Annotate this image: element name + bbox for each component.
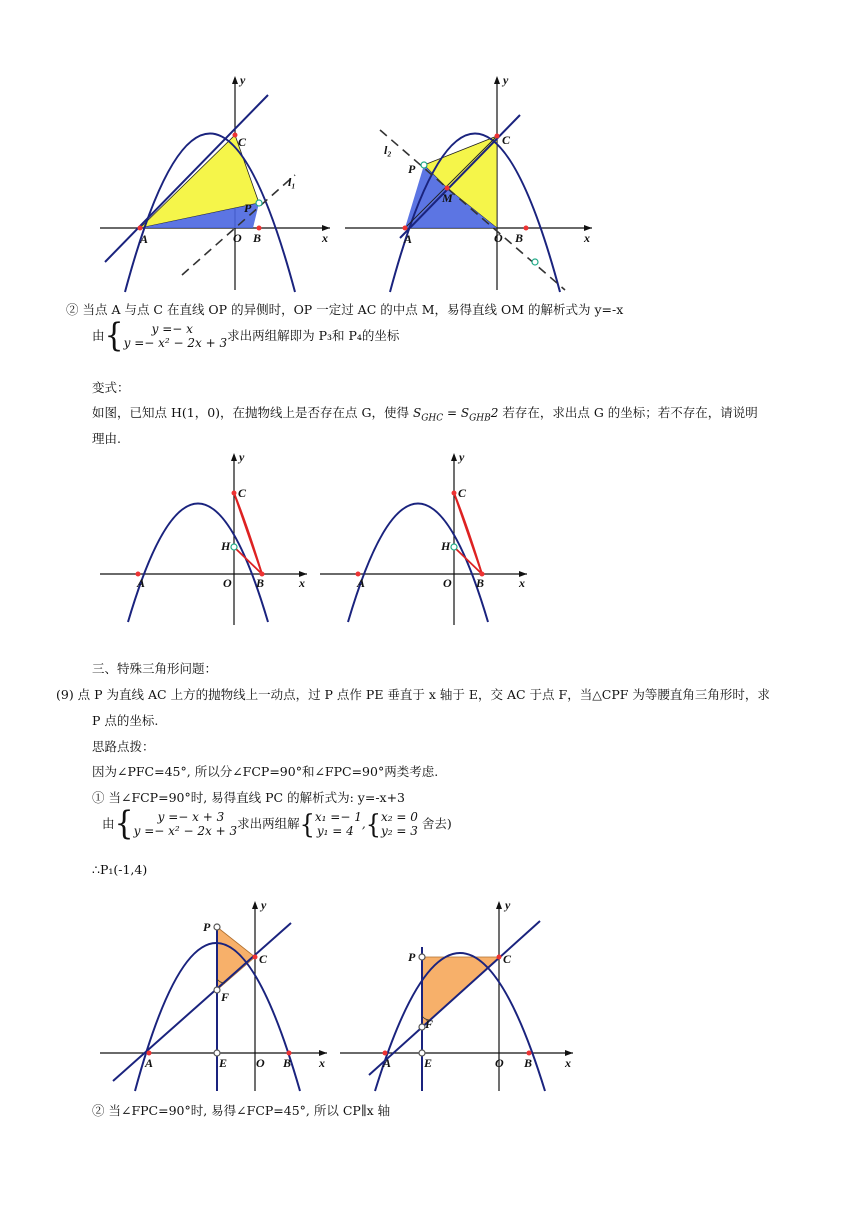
label-B: B — [253, 231, 262, 245]
label-y: y — [240, 73, 246, 87]
label-y: y — [503, 73, 509, 87]
brace: { — [365, 808, 381, 840]
variant-line1-rest: 若存在，求出点 G 的坐标；若不存在，请说明 — [502, 405, 758, 420]
comma: , — [361, 817, 366, 831]
label-A: A — [383, 1056, 392, 1070]
label-B: B — [524, 1056, 533, 1070]
hint-label: 思路点拨： — [92, 739, 155, 754]
label-l1: l₁ — [288, 175, 296, 189]
case1-end: 舍去) — [421, 816, 452, 831]
case1-system — [102, 806, 452, 842]
case1-solution1 — [315, 810, 362, 838]
label-y: y — [505, 898, 511, 912]
label-l2: l₂ — [384, 143, 392, 157]
brace: { — [299, 808, 315, 840]
case1-text: ① 当∠FCP=90°时, 易得直线 PC 的解析式为: y=-x+3 — [92, 790, 406, 805]
label-C: C — [502, 133, 511, 147]
label-C: C — [259, 952, 268, 966]
figure-2-left — [95, 450, 315, 630]
label-O: O — [223, 576, 232, 590]
label-O: O — [256, 1056, 265, 1070]
label-x: x — [565, 1056, 571, 1070]
label-H: H — [441, 539, 451, 553]
variant-formula: $S_{GHC} = S_{GHB}2$ — [412, 406, 499, 424]
figure-3-left — [95, 895, 335, 1095]
figure-1-left — [90, 70, 340, 295]
label-B: B — [283, 1056, 292, 1070]
label-C: C — [503, 952, 512, 966]
label-H: H — [221, 539, 231, 553]
case1-mid: 求出两组解 — [237, 816, 300, 831]
variant-line1 — [92, 404, 758, 427]
label-x: x — [319, 1056, 325, 1070]
label-x: x — [584, 231, 590, 245]
variant-line2: 理由. — [92, 431, 121, 446]
figure-3-right — [335, 895, 585, 1095]
brace: { — [104, 316, 124, 355]
label-M: M — [442, 191, 453, 205]
label-P: P — [408, 950, 416, 964]
label-C: C — [458, 486, 467, 500]
q9-line2: P 点的坐标. — [92, 713, 159, 728]
label-B: B — [515, 231, 524, 245]
case1-equations — [134, 810, 238, 838]
case1-x1: x₁ =− 1 — [314, 810, 362, 824]
label-F: F — [425, 1017, 434, 1031]
label-A: A — [145, 1056, 154, 1070]
case1-y2: y₂ = 3 — [380, 824, 418, 838]
label-x: x — [299, 576, 305, 590]
label-O: O — [233, 231, 242, 245]
label-C: C — [238, 486, 247, 500]
case1-by: 由 — [102, 816, 115, 831]
case2-by: 由 — [92, 328, 105, 343]
label-O: O — [494, 231, 503, 245]
label-A: A — [137, 576, 146, 590]
case1-eq2: y =− x² − 2x + 3 — [133, 824, 238, 838]
label-O: O — [495, 1056, 504, 1070]
case1-x2: x₂ = 0 — [380, 810, 418, 824]
label-A: A — [404, 232, 413, 246]
label-O: O — [443, 576, 452, 590]
result-p1: ∴P₁(-1,4) — [92, 862, 148, 877]
label-x: x — [519, 576, 525, 590]
label-E: E — [424, 1056, 433, 1070]
label-F: F — [221, 990, 230, 1004]
brace: { — [114, 804, 134, 843]
hint-text: 因为∠PFC=45°, 所以分∠FCP=90°和∠FPC=90°两类考虑. — [92, 764, 439, 779]
case2-after: 求出两组解即为 P₃和 P₄的坐标 — [227, 328, 400, 343]
label-P: P — [203, 920, 211, 934]
label-E: E — [219, 1056, 228, 1070]
variant-line1-text: 如图，已知点 H(1，0)，在抛物线上是否存在点 G，使得 — [92, 405, 409, 420]
case1-solution2 — [381, 810, 418, 838]
q9-line1: (9) 点 P 为直线 AC 上方的抛物线上一动点，过 P 点作 PE 垂直于 x 轴于 E，交 AC 于点 F，当△CPF 为等腰直角三角形时，求 — [56, 687, 770, 702]
case2-system — [92, 318, 399, 354]
case2-equations — [124, 322, 228, 350]
label-P: P — [408, 162, 416, 176]
case1-y1: y₁ = 4 — [316, 824, 354, 838]
figure-2-right — [315, 450, 535, 630]
label-x: x — [322, 231, 328, 245]
label-B: B — [476, 576, 485, 590]
label-B: B — [256, 576, 265, 590]
label-y: y — [459, 450, 465, 464]
case2-eq1: y =− x — [151, 322, 193, 336]
label-C: C — [238, 135, 247, 149]
variant-heading: 变式： — [92, 380, 130, 395]
label-y: y — [239, 450, 245, 464]
case2-text: ② 当点 A 与点 C 在直线 OP 的异侧时，OP 一定过 AC 的中点 M，易得直线 OM 的解析式为 y=-x — [66, 302, 624, 317]
label-P: P — [244, 201, 252, 215]
case2-fpc-text: ② 当∠FPC=90°时, 易得∠FCP=45°, 所以 CP∥x 轴 — [92, 1103, 391, 1118]
label-A: A — [357, 576, 366, 590]
case1-eq1: y =− x + 3 — [157, 810, 225, 824]
section3-heading: 三、特殊三角形问题： — [92, 661, 218, 676]
label-A: A — [140, 232, 149, 246]
label-y: y — [261, 898, 267, 912]
case2-eq2: y =− x² − 2x + 3 — [123, 336, 228, 350]
figure-1-right — [340, 70, 600, 295]
